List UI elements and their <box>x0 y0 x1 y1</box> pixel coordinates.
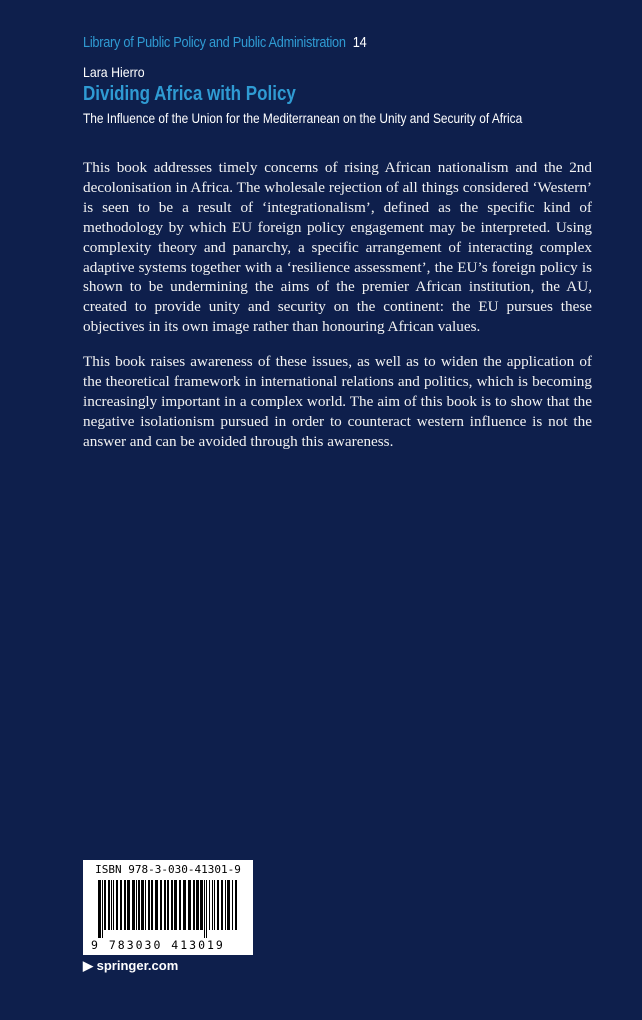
barcode-bar <box>138 880 140 930</box>
barcode-bar <box>111 880 112 930</box>
barcode-bar <box>235 880 237 930</box>
series-name: Library of Public Policy and Public Administration <box>83 35 346 51</box>
barcode-bar <box>132 880 135 930</box>
barcode-bar <box>160 880 162 930</box>
barcode-bar <box>120 880 122 930</box>
blurb-paragraph: This book addresses timely concerns of rising African nationalism and the 2nd decolonisation in Africa. The wholesale rejection of all things considered ‘Western’ is seen to be a result of ‘integrationalism’, defined as the specific kind of methodology by which EU foreign policy engagement may be interpreted. Using complexity theory and panarchy, a specific arrangement of interacting complex adaptive systems together with a ‘resilience assessment’, the EU’s foreign policy is shown to be undermining the aims of the premier African institution, the AU, created to provide unity and security on the continent: the EU pursues these objectives in its own image rather than honouring African values. <box>83 159 592 336</box>
barcode-bar <box>155 880 158 930</box>
barcode-bar <box>206 880 207 938</box>
barcode-bar <box>221 880 223 930</box>
barcode-bar <box>136 880 137 930</box>
series-number: 14 <box>352 35 367 51</box>
barcode-bar <box>179 880 181 930</box>
barcode-bar <box>174 880 177 930</box>
book-subtitle: The Influence of the Union for the Mediterranean on the Unity and Security of Africa <box>83 110 523 126</box>
barcode-bar <box>113 880 114 930</box>
author: Lara Hierro <box>83 64 145 80</box>
barcode-bar <box>151 880 153 930</box>
barcode-digits: 9 783030 413019 <box>91 938 225 952</box>
barcode-bar <box>141 880 144 930</box>
barcode-bar <box>204 880 205 938</box>
barcode-bar <box>108 880 110 930</box>
barcode-bar <box>164 880 166 930</box>
barcode-bar <box>200 880 203 930</box>
book-title: Dividing Africa with Policy <box>83 83 296 105</box>
series-title <box>83 35 366 51</box>
barcode-bar <box>127 880 130 930</box>
barcode-bar <box>196 880 199 930</box>
barcode-bar <box>145 880 146 930</box>
publisher-link[interactable]: ▶ springer.com <box>83 958 179 973</box>
isbn-barcode <box>83 860 253 955</box>
barcode-bar <box>232 880 233 930</box>
play-arrow-icon: ▶ <box>83 958 93 973</box>
barcode-bar <box>148 880 150 930</box>
barcode-bar <box>167 880 169 930</box>
blurb <box>83 158 592 467</box>
barcode-bar <box>98 880 101 938</box>
barcode-bar <box>102 880 103 938</box>
barcode-bar <box>104 880 106 930</box>
barcode-bar <box>227 880 230 930</box>
barcode-bar <box>212 880 213 930</box>
isbn-text: ISBN 978-3-030-41301-9 <box>95 863 241 876</box>
barcode-bars <box>98 880 240 938</box>
barcode-bar <box>193 880 195 930</box>
barcode-bar <box>183 880 186 930</box>
barcode-bar <box>217 880 219 930</box>
barcode-bar <box>225 880 226 930</box>
barcode-bar <box>171 880 173 930</box>
barcode-bar <box>188 880 191 930</box>
barcode-bar <box>214 880 215 930</box>
barcode-bar <box>116 880 118 930</box>
barcode-bar <box>124 880 126 930</box>
blurb-paragraph: This book raises awareness of these issues, as well as to widen the application of the theoretical framework in international relations and politics, which is becoming increasingly important in a complex world. The aim of this book is to show that the negative isolationism pursued in order to counteract western influence is not the answer and can be avoided through this awareness. <box>83 353 592 450</box>
barcode-bar <box>209 880 210 930</box>
